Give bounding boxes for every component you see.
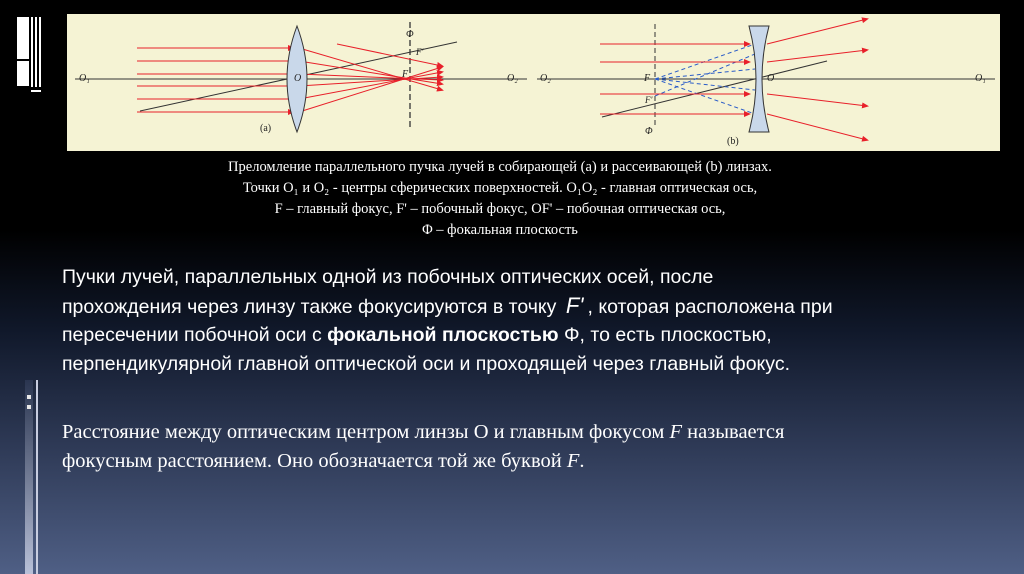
label-f-prime-left: F' [416, 47, 424, 57]
label-o2-left: O₂ [507, 73, 518, 84]
label-f-prime-right: F' [645, 95, 653, 105]
label-phi-right: Φ [645, 126, 653, 137]
label-o2-right: O₂ [540, 73, 551, 84]
paragraph-text: пересечении побочной оси с [62, 324, 328, 346]
paragraph-line [62, 292, 1002, 322]
converging-lens-panel [75, 22, 527, 134]
figure-caption [67, 157, 933, 241]
secondary-optical-axis-right [602, 61, 827, 117]
caption-line: Точки O₁ и O₂ - центры сферических поверхностей. O₁O₂ - главная оптическая ось, [242, 180, 758, 196]
explanation-paragraph [62, 263, 1002, 378]
focus-symbol: F' [565, 292, 584, 318]
paragraph-text: , которая расположена при [587, 295, 833, 318]
lens-diagram [67, 14, 1000, 151]
lens-diagram-svg [67, 14, 1000, 151]
paragraph-line [62, 447, 1002, 476]
paragraph-text: фокусным расстоянием. Оно обозначается той же буквой [62, 450, 567, 472]
paragraph-text: . [579, 450, 585, 472]
decorative-line [31, 17, 33, 87]
focus-symbol: F [669, 421, 682, 443]
label-f-left: F [402, 69, 409, 80]
label-o-left: O [294, 73, 302, 84]
paragraph-line: перпендикулярной главной оптической оси и проходящей через главный фокус. [62, 352, 790, 375]
paragraph-text: Φ, то есть плоскостью, [558, 324, 772, 346]
label-o-right: O [767, 73, 775, 84]
label-phi-left: Φ [406, 29, 414, 40]
decorative-line [35, 17, 37, 87]
paragraph-text: Расстояние между оптическим центром линзы O и главным фокусом [62, 421, 670, 443]
decorative-line [36, 380, 38, 574]
definition-paragraph [62, 418, 1002, 476]
focus-symbol: F [566, 450, 580, 472]
decorative-line [39, 17, 41, 87]
caption-line: Φ – фокальная плоскость [422, 222, 578, 238]
incident-rays [137, 48, 295, 112]
caption-line: Преломление параллельного пучка лучей в собирающей (a) и рассеивающей (b) линзах. [228, 159, 772, 175]
paragraph-text: называется [681, 421, 785, 443]
decorative-block-top [17, 17, 29, 59]
decorative-block-top [17, 61, 29, 86]
decorative-dot [27, 405, 31, 409]
diverging-lens-panel [537, 19, 995, 147]
decorative-block-bottom [25, 380, 33, 574]
decorative-dot [27, 395, 31, 399]
paragraph-line: Пучки лучей, параллельных одной из побочных оптических осей, после [62, 266, 714, 288]
decorative-line [31, 90, 41, 92]
paragraph-line [62, 321, 1002, 350]
panel-label-a: (a) [260, 123, 272, 134]
caption-line: F – главный фокус, F' – побочный фокус, OF' – побочная оптическая ось, [274, 201, 726, 217]
panel-label-b: (b) [727, 136, 739, 147]
paragraph-text: прохождения через линзу также фокусируются в точку [62, 295, 557, 318]
paragraph-line [62, 418, 1002, 447]
label-f-right: F [644, 73, 651, 84]
label-o1-right: O₁ [975, 73, 986, 84]
bold-term: фокальной плоскостью [327, 324, 559, 346]
label-o1-left: O₁ [79, 73, 90, 84]
